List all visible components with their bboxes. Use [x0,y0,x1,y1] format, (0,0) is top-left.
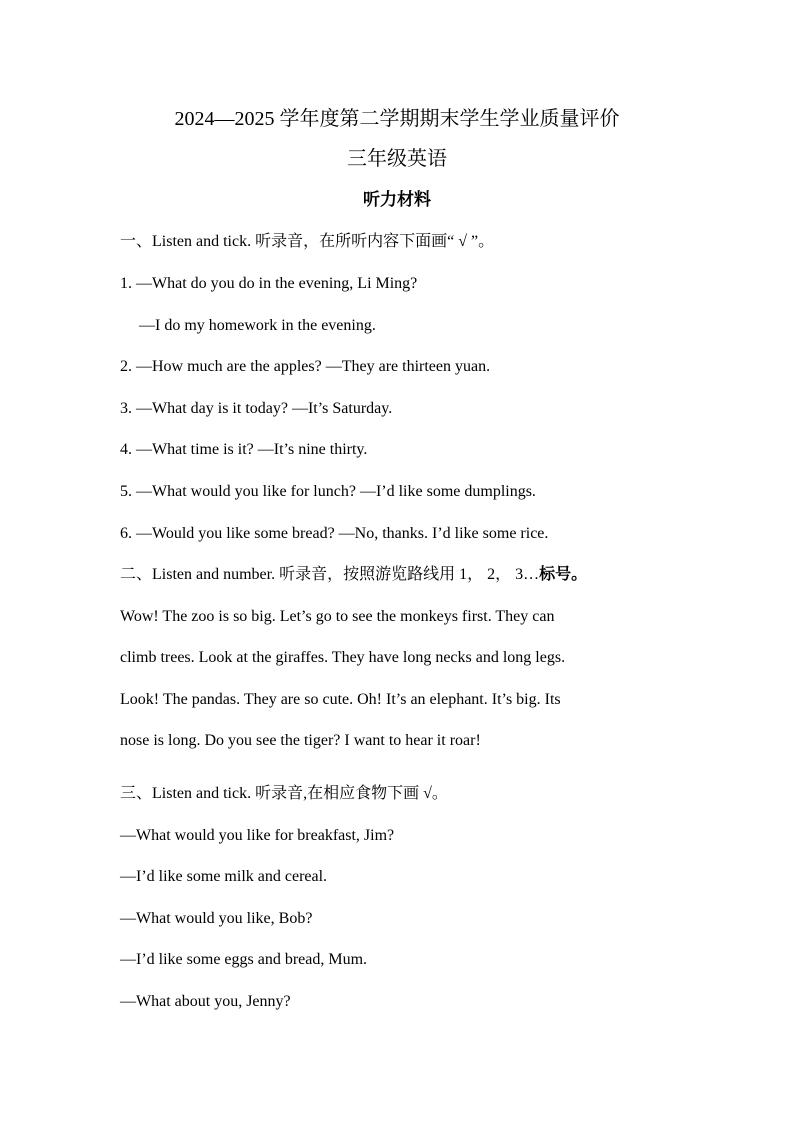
dialogue-line-1: —What would you like for breakfast, Jim? [120,827,395,844]
question-4: 4. —What time is it? —It’s nine thirty. [120,441,368,458]
question-5: 5. —What would you like for lunch? —I’d like some dumplings. [120,483,536,500]
dialogue-line-2: —I’d like some milk and cereal. [120,868,328,885]
question-3: 3. —What day is it today? —It’s Saturday. [120,400,393,417]
question-6: 6. —Would you like some bread? —No, thanks. I’d like some rice. [120,525,549,542]
question-2: 2. —How much are the apples? —They are thirteen yuan. [120,358,491,375]
question-1-b: —I do my homework in the evening. [139,317,376,334]
part2-heading-text: 二、Listen and number. 听录音，按照游览路线用 1， 2， 3… [120,566,540,583]
subject-title: 三年级英语 [347,148,447,170]
section-title: 听力材料 [363,190,431,209]
part1-heading: 一、Listen and tick. 听录音，在所听内容下面画“ √ ”。 [120,233,495,250]
page-title: 2024—2025 学年度第二学期期末学生学业质量评价 [174,108,620,130]
part3-heading: 三、Listen and tick. 听录音,在相应食物下画 √。 [120,785,448,802]
passage-line-4: nose is long. Do you see the tiger? I want to hear it roar! [120,732,481,749]
dialogue-line-3: —What would you like, Bob? [120,910,313,927]
part2-heading-bold: 标号。 [539,566,588,583]
passage-line-2: climb trees. Look at the giraffes. They have long necks and long legs. [120,649,566,666]
passage-line-1: Wow! The zoo is so big. Let’s go to see the monkeys first. They can [120,608,555,625]
dialogue-line-5: —What about you, Jenny? [120,993,291,1010]
dialogue-line-4: —I’d like some eggs and bread, Mum. [120,951,368,968]
passage-line-3: Look! The pandas. They are so cute. Oh! It’s an elephant. It’s big. Its [120,691,561,708]
question-1-a: 1. —What do you do in the evening, Li Ming? [120,275,418,292]
part2-heading [120,565,587,585]
